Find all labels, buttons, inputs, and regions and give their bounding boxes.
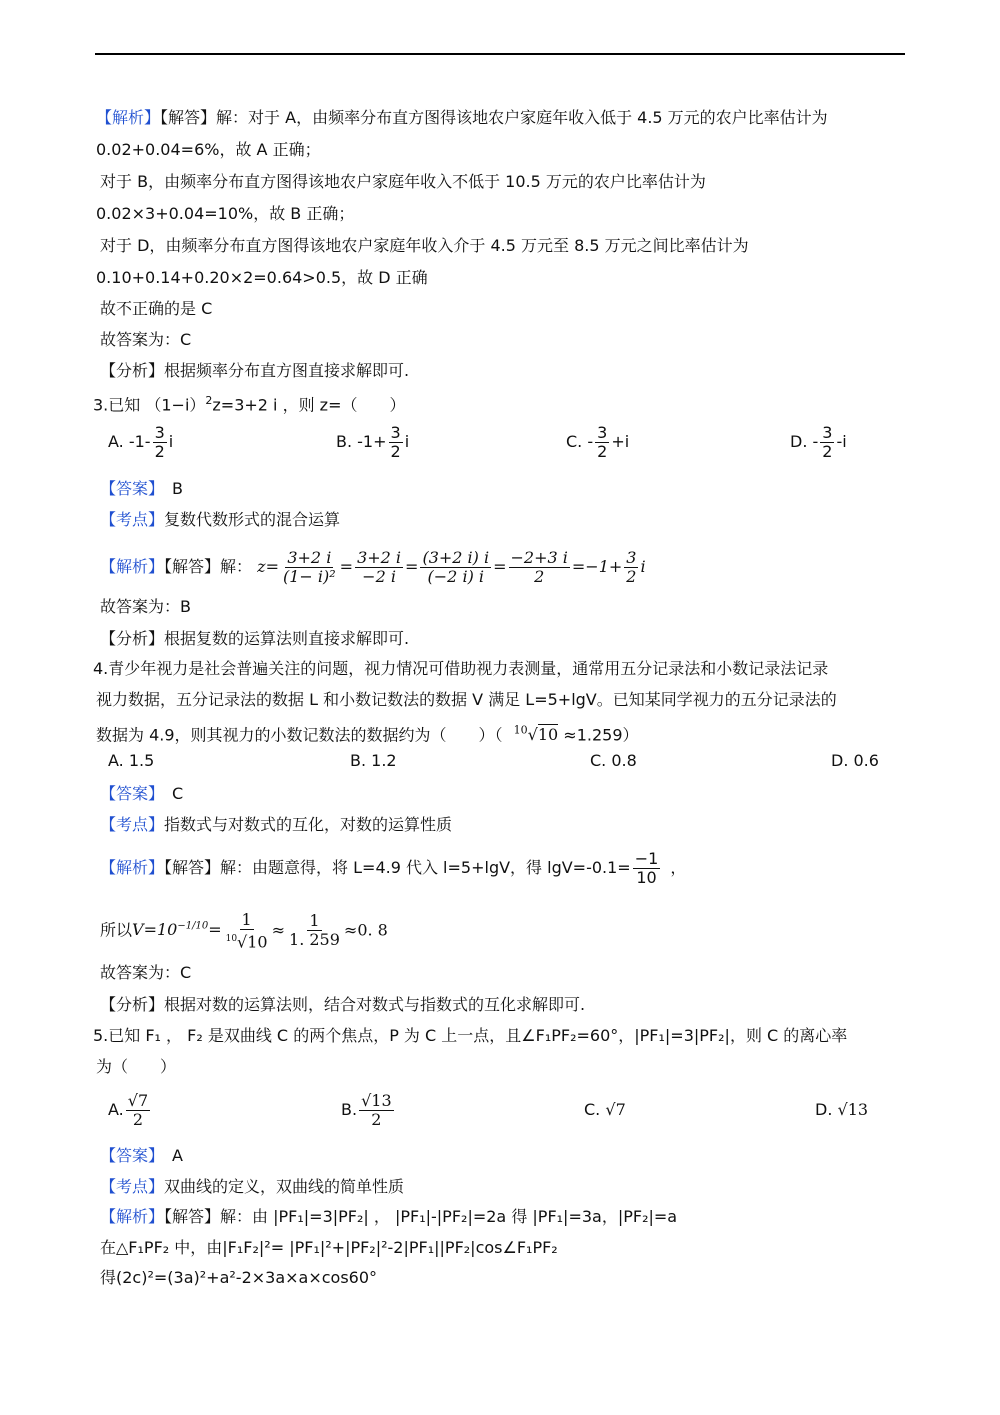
tag-kaodian: 【考点】 <box>100 510 165 529</box>
frac-num: −1 <box>634 849 659 868</box>
q3-solution: 【解析】【解答】解： z= $\frac{3+2 i}{\text{(1− i)²}}$ = $\frac{3+2 i}{-2 i}$ = $\frac{(3+2 i) i}{(-2 i) i}$ = $\frac{-2+3 i}{2}$ =−1+ $\frac{3}{2}$ i <box>100 548 646 586</box>
q3-kaodian-text: 复数代数形式的混合运算 <box>164 510 341 529</box>
q3-stem-a: 3.已知 （1−i） <box>93 395 206 415</box>
frac-den: 2 <box>371 1110 382 1129</box>
q5-answer <box>100 1144 183 1168</box>
q5-opt-c-label: C. <box>584 1100 601 1119</box>
q3-opt-c-post: +i <box>611 432 630 451</box>
q2-line8: 故答案为：C <box>100 330 192 349</box>
q2-line6: 0.10+0.14+0.20×2=0.64>0.5，故 D 正确 <box>96 268 428 287</box>
q4-option-c: C. 0.8 <box>590 751 637 770</box>
q4-solve-tail: ， <box>670 858 687 877</box>
q3-answer <box>100 477 183 501</box>
frac-num: 3 <box>390 423 401 442</box>
q4-l3b: ≈1.259） <box>563 725 639 745</box>
frac-num: 3 <box>154 423 165 442</box>
q5-opt-b-label: B. <box>341 1100 358 1119</box>
q5-opt-b-frac: $\frac{√13}{2}$ <box>361 1091 392 1129</box>
q4-option-b: B. 1.2 <box>350 751 397 770</box>
q4-option-a: A. 1.5 <box>108 751 155 770</box>
q4-suoyi: 所以$V=10^{-1/10}=$ $\frac{1}{^{10}√10}$ ≈ $\frac{1}{1. 259}$ ≈0. 8 <box>100 909 388 951</box>
radicand: 7 <box>615 1100 626 1119</box>
q4-solve-text: 解：由题意得，将 L=4.9 代入 l=5+lgV，得 lgV=-0.1= <box>220 858 631 877</box>
q4-answer-value: C <box>172 784 184 803</box>
q4-line1: 4.青少年视力是社会普遍关注的问题，视力情况可借助视力表测量，通常用五分记录法和小数记录法记录 <box>93 659 829 678</box>
tag-jiexi: 【解析】 <box>96 108 161 127</box>
q4-kaodian-text: 指数式与对数式的互化，对数的运算性质 <box>164 815 453 834</box>
q3-fenxi <box>100 627 409 651</box>
q4-f1: $\frac{1}{^{10}√10}$ <box>225 909 268 951</box>
q4-formula: $V=10^{-1/10}=$ <box>132 920 222 940</box>
tag-fenxi: 【分析】 <box>100 995 165 1014</box>
tag-jieda: 【解答】 <box>160 108 217 127</box>
q4-f2: $\frac{1}{1. 259}$ <box>289 911 340 950</box>
q5-kaodian-text: 双曲线的定义，双曲线的简单性质 <box>164 1177 405 1196</box>
q4-answer <box>100 782 183 806</box>
q5-opt-a-label: A. <box>108 1100 124 1119</box>
tag-jiexi: 【解析】 <box>100 1207 165 1226</box>
q2-line7: 故不正确的是 C <box>100 299 213 318</box>
q3-opt-a-frac <box>153 424 167 461</box>
q2-line3: 对于 B，由频率分布直方图得该地农户家庭年收入不低于 10.5 万元的农户比率估计为 <box>100 172 706 191</box>
q5-option-c: C. √7 <box>584 1100 626 1119</box>
radicand: 13 <box>371 1091 392 1110</box>
q5-line2: 为（ ） <box>96 1057 177 1076</box>
frac-num: 3 <box>822 423 833 442</box>
q3-option-b <box>336 424 409 461</box>
q4-suoyi-text: 所以 <box>100 920 133 940</box>
q5-option-b <box>341 1092 396 1129</box>
q5-opt-d-label: D. <box>815 1100 833 1119</box>
q4-final: 故答案为：C <box>100 963 192 982</box>
q3-f2: $\frac{3+2 i}{-2 i}$ <box>357 548 402 586</box>
q3-stem-b: z=3+2 i ，则 z=（ ） <box>212 395 406 415</box>
q3-option-a <box>108 424 173 461</box>
q3-stem <box>93 389 405 417</box>
q5-option-d: D. √13 <box>815 1100 869 1119</box>
q5-option-a <box>108 1092 152 1129</box>
q4-l3a: 数据为 4.9，则其视力的小数记数法的数据约为（ ）（ <box>96 725 503 745</box>
q3-f3: $\frac{(3+2 i) i}{(-2 i) i}$ <box>422 548 490 586</box>
radicand: 13 <box>847 1100 869 1119</box>
q3-answer-value: B <box>172 479 183 498</box>
tag-daan: 【答案】 <box>100 1146 165 1165</box>
frac-den: 2 <box>822 442 833 461</box>
tag-jieda: 【解答】 <box>164 557 221 576</box>
q2-text1: 解：对于 A，由频率分布直方图得该地农户家庭年收入低于 4.5 万元的农户比率估计为 <box>216 108 828 127</box>
q2-fenxi-text: 根据频率分布直方图直接求解即可. <box>164 361 410 380</box>
tag-jieda: 【解答】 <box>164 1207 221 1226</box>
radicand: 7 <box>137 1091 149 1110</box>
q3-opt-d-frac <box>820 424 834 461</box>
frac-den: 2 <box>597 442 608 461</box>
q3-opt-b-frac <box>389 424 403 461</box>
q5-s2: 在△F₁PF₂ 中，由|F₁F₂|²= |PF₁|²+|PF₂|²-2|PF₁||PF₂|cos∠F₁PF₂ <box>100 1238 558 1257</box>
q5-opt-a-frac: $\frac{√7}{2}$ <box>127 1091 149 1129</box>
tag-fenxi: 【分析】 <box>100 361 165 380</box>
q3-kaodian <box>100 508 340 532</box>
q4-fenxi <box>100 993 585 1017</box>
q4-solution <box>100 850 686 887</box>
q2-line2: 0.02+0.04=6%，故 A 正确； <box>96 140 321 159</box>
root-radicand: 10 <box>537 725 559 745</box>
q5-kaodian <box>100 1175 404 1199</box>
q3-opt-b-post: i <box>404 432 410 451</box>
q3-opt-b-pre: B. -1+ <box>336 432 387 451</box>
q3-final: 故答案为：B <box>100 597 191 616</box>
q3-solve-pre: 解： <box>220 557 253 576</box>
q4-option-d: D. 0.6 <box>831 751 879 770</box>
q5-answer-value: A <box>172 1146 183 1165</box>
frac-den: 2 <box>154 442 165 461</box>
q5-s1: 解：由 |PF₁|=3|PF₂| ， |PF₁|-|PF₂|=2a 得 |PF₁|=3a，|PF₂|=a <box>220 1207 678 1226</box>
q3-f5: $\frac{3}{2}$ <box>626 548 637 586</box>
frac-num: 3 <box>597 423 608 442</box>
tag-daan: 【答案】 <box>100 479 165 498</box>
q3-opt-d-post: -i <box>836 432 847 451</box>
q3-stem-sup: 2 <box>205 394 213 407</box>
frac-den: 2 <box>390 442 401 461</box>
tag-fenxi: 【分析】 <box>100 629 165 648</box>
q3-opt-c-frac <box>595 424 609 461</box>
tag-kaodian: 【考点】 <box>100 815 165 834</box>
q3-formula: z= <box>257 557 279 576</box>
root-index: 10 <box>513 724 528 737</box>
q3-option-d <box>790 424 847 461</box>
q2-fenxi <box>100 359 409 383</box>
q4-kaodian <box>100 813 452 837</box>
root-sign: $^{10}$√10 <box>513 724 559 745</box>
q5-solution <box>100 1205 677 1229</box>
q2-line1 <box>96 106 828 130</box>
q5-line1: 5.已知 F₁ ， F₂ 是双曲线 C 的两个焦点，P 为 C 上一点，且∠F₁PF₂=60°，|PF₁|=3|PF₂|，则 C 的离心率 <box>93 1026 848 1045</box>
q2-line4: 0.02×3+0.04=10%，故 B 正确； <box>96 204 355 223</box>
q2-line5: 对于 D，由频率分布直方图得该地农户家庭年收入介于 4.5 万元至 8.5 万元之间比率估计为 <box>100 236 749 255</box>
q5-s3: 得(2c)²=(3a)²+a²-2×3a×a×cos60° <box>100 1268 378 1287</box>
tag-jiexi: 【解析】 <box>100 557 165 576</box>
q4-solve-frac <box>633 850 661 887</box>
q4-line3 <box>96 719 639 747</box>
q3-fenxi-text: 根据复数的运算法则直接求解即可. <box>164 629 410 648</box>
tag-jiexi: 【解析】 <box>100 858 165 877</box>
q3-opt-d-pre: D. - <box>790 432 819 451</box>
tag-jieda: 【解答】 <box>164 858 221 877</box>
tag-daan: 【答案】 <box>100 784 165 803</box>
q3-f4: $\frac{-2+3 i}{2}$ <box>510 548 568 586</box>
q3-opt-a-pre: A. -1- <box>108 432 151 451</box>
q3-f1: $\frac{3+2 i}{\text{(1− i)²}}$ <box>282 548 336 586</box>
frac-den: 2 <box>132 1110 144 1129</box>
frac-den: 10 <box>636 868 657 887</box>
tag-kaodian: 【考点】 <box>100 1177 165 1196</box>
header-rule <box>95 53 905 55</box>
q3-option-c <box>566 424 629 461</box>
q4-line2: 视力数据，五分记录法的数据 L 和小数记数法的数据 V 满足 L=5+lgV。已知某同学视力的五分记录法的 <box>96 690 837 709</box>
q3-opt-c-pre: C. - <box>566 432 594 451</box>
q4-fenxi-text: 根据对数的运算法则，结合对数式与指数式的互化求解即可. <box>164 995 586 1014</box>
q3-opt-a-post: i <box>168 432 174 451</box>
